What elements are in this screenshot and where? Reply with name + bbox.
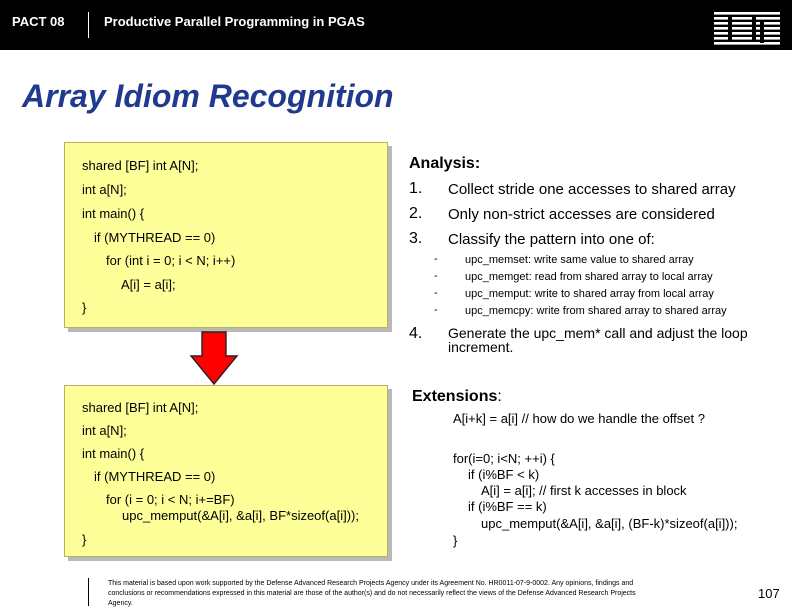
- list-item: Only non-strict accesses are considered: [448, 206, 715, 223]
- code-line: A[i] = a[i];: [121, 277, 176, 292]
- code-box-after: [64, 385, 388, 557]
- analysis-title: Analysis:: [409, 155, 481, 172]
- list-number: 1.: [409, 180, 423, 197]
- header-subtitle: Productive Parallel Programming in PGAS: [104, 14, 365, 29]
- sub-list-dash: -: [434, 253, 438, 265]
- code-line: shared [BF] int A[N];: [82, 158, 199, 173]
- footer-note: This material is based upon work supported by the Defense Advanced Research Projects Agency under its Agreement No. HR0011-07-9-0002. Any opinions, findings and conclusions or recommendations expressed in this material are those of the author(s) and do not necessarily reflect the views of the Defense Advanced Research Projects Agency.: [108, 580, 636, 607]
- list-number: 2.: [409, 205, 423, 222]
- code-line: for (int i = 0; i < N; i++): [106, 253, 236, 268]
- sub-list-dash: -: [434, 287, 438, 299]
- sub-list-item: upc_memget: read from shared array to local array: [465, 271, 713, 283]
- code-line: if (MYTHREAD == 0): [94, 469, 216, 484]
- list-item: Classify the pattern into one of:: [448, 231, 655, 248]
- code-line: }: [82, 532, 87, 547]
- extensions-code-line: if (i%BF < k): [468, 467, 540, 482]
- down-arrow-icon: [189, 330, 239, 386]
- code-line: int main() {: [82, 206, 145, 221]
- extensions-code-line: }: [453, 533, 458, 548]
- extensions-title-text: Extensions: [412, 388, 498, 405]
- sub-list-dash: -: [434, 304, 438, 316]
- code-line: int main() {: [82, 446, 145, 461]
- extensions-code-line: for(i=0; i<N; ++i) {: [453, 451, 555, 466]
- list-number: 3.: [409, 230, 423, 247]
- extensions-title: [412, 388, 502, 406]
- sub-list-dash: -: [434, 270, 438, 282]
- page-number: 107: [758, 586, 780, 601]
- code-line: for (i = 0; i < N; i+=BF): [106, 492, 235, 507]
- extensions-line: A[i+k] = a[i] // how do we handle the offset ?: [453, 411, 705, 426]
- sub-list-item: upc_memcpy: write from shared array to shared array: [465, 305, 727, 317]
- code-box-before: [64, 142, 388, 328]
- extensions-title-colon: :: [497, 388, 502, 405]
- sub-list-item: upc_memset: write same value to shared array: [465, 254, 694, 266]
- header-divider: [88, 12, 89, 38]
- extensions-code-line: upc_memput(&A[i], &a[i], (BF-k)*sizeof(a[i]));: [481, 516, 738, 531]
- extensions-code-line: A[i] = a[i]; // first k accesses in block: [481, 483, 687, 498]
- footer-divider: [88, 578, 89, 606]
- code-line: int a[N];: [82, 182, 127, 197]
- code-line: if (MYTHREAD == 0): [94, 230, 216, 245]
- list-item: Generate the upc_mem* call and adjust the loop increment.: [448, 325, 748, 355]
- course-label: PACT 08: [12, 14, 65, 29]
- header-bar: [0, 0, 792, 50]
- ibm-logo-icon: [714, 10, 780, 46]
- sub-list-item: upc_memput: write to shared array from local array: [465, 288, 714, 300]
- slide-title: Array Idiom Recognition: [22, 78, 394, 114]
- list-number: 4.: [409, 325, 423, 342]
- extensions-code-line: if (i%BF == k): [468, 499, 547, 514]
- code-line: shared [BF] int A[N];: [82, 400, 199, 415]
- code-line: }: [82, 300, 87, 315]
- list-item: Collect stride one accesses to shared array: [448, 181, 736, 198]
- code-line: int a[N];: [82, 423, 127, 438]
- code-line: upc_memput(&A[i], &a[i], BF*sizeof(a[i]));: [122, 508, 359, 523]
